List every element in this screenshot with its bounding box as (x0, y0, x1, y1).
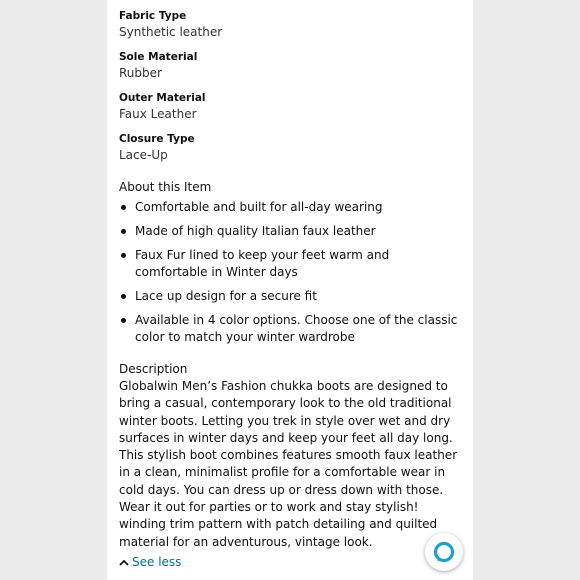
bullet-text: Faux Fur lined to keep your feet warm and comfortable in Winter days (135, 248, 390, 279)
spec-label: Outer Material (119, 92, 206, 104)
product-details-panel (107, 0, 473, 580)
list-item (119, 288, 462, 305)
description-title: Description (119, 362, 188, 376)
spec-label: Sole Material (119, 51, 198, 63)
spec-label: Fabric Type (119, 10, 187, 22)
bullet-text: Made of high quality Italian faux leather (135, 224, 376, 238)
spec-label: Closure Type (119, 133, 195, 145)
list-item (119, 312, 462, 346)
see-less-label: See less (132, 554, 182, 569)
see-less-link[interactable] (119, 554, 181, 571)
bullet-icon (121, 205, 126, 210)
list-item (119, 223, 462, 240)
spec-outer-material (119, 90, 462, 123)
spec-value: Synthetic leather (119, 25, 223, 39)
bullet-icon (121, 318, 126, 323)
list-item (119, 199, 462, 216)
description-text: Globalwin Men’s Fashion chukka boots are designed to bring a casual, contemporary look to the old traditional winter boots. Letting you trek in style over wet and dry surfaces in winter days and keep your feet all day long. This stylish boot combines features smooth faux leather in a clean, minimalist profile for a comfortable wear in cold days. You can dress up or dress down with those. Wear it out for parties or to work and stay stylish! winding trim pattern with patch detailing and quilted material for an adventurous, vintage look. (119, 379, 458, 549)
spec-fabric-type (119, 8, 462, 41)
chevron-up-icon (119, 559, 129, 566)
bullet-icon (121, 294, 126, 299)
about-bullet-list (119, 199, 462, 346)
spec-sole-material (119, 49, 462, 82)
bullet-text: Comfortable and built for all-day wearing (135, 200, 383, 214)
about-section-title: About this Item (119, 180, 212, 194)
spec-value: Rubber (119, 66, 162, 80)
spec-value: Lace-Up (119, 148, 168, 162)
product-details-content (107, 0, 473, 571)
list-item (119, 247, 462, 281)
spec-value: Faux Leather (119, 107, 197, 121)
alexa-ring-icon (432, 540, 456, 564)
spec-closure-type (119, 131, 462, 164)
bullet-icon (121, 253, 126, 258)
bullet-icon (121, 229, 126, 234)
bullet-text: Lace up design for a secure fit (135, 289, 317, 303)
bullet-text: Available in 4 color options. Choose one of the classic color to match your winter wardrobe (135, 313, 458, 344)
alexa-assistant-button[interactable] (425, 533, 463, 571)
